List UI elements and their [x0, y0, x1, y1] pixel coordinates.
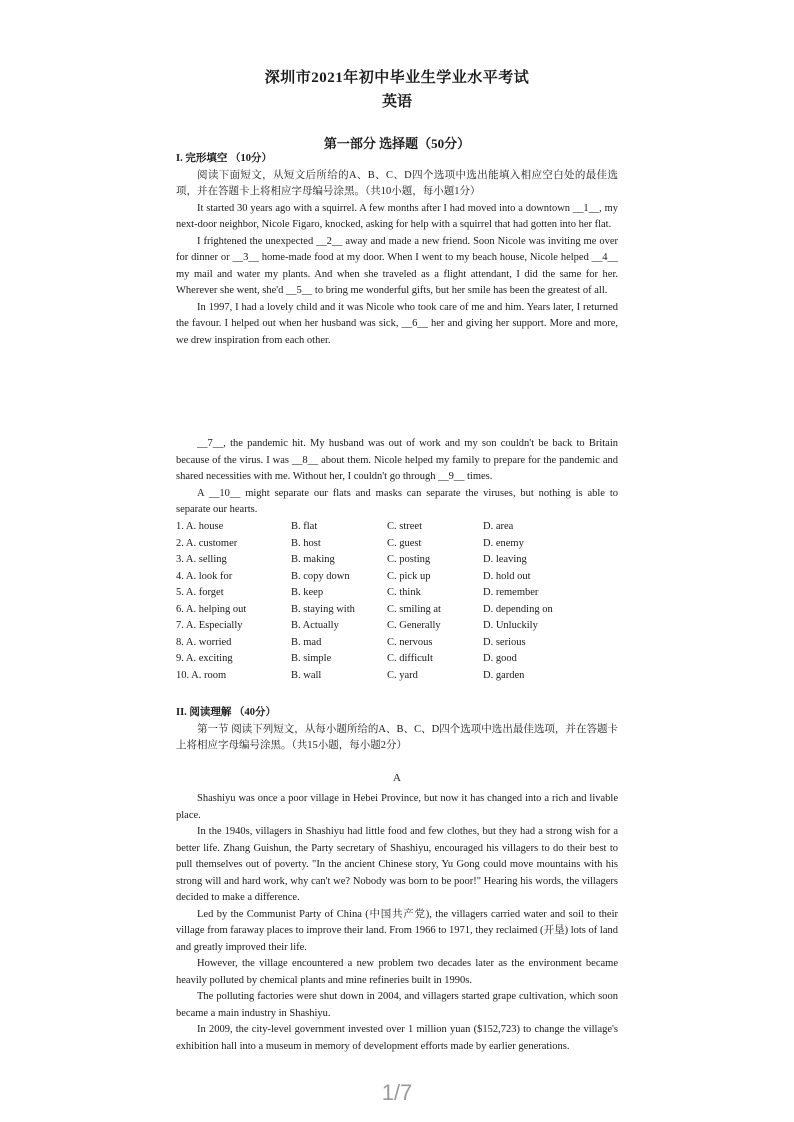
option-d: D. depending on [483, 603, 553, 615]
option-a: 3. A. selling [176, 554, 227, 565]
option-c: C. difficult [387, 653, 433, 664]
option-row [176, 651, 618, 668]
option-c: C. nervous [387, 636, 433, 648]
cloze-paragraph: I frightened the unexpected __2__ away and made a new friend. Soon Nicole was inviting me over for dinner or __3__ home-made food at my door. When I went to my beach house, Nicole helped __4__ my mail and water my plants. And when she traveled as a flight attendant, I did the same for her. Wherever she went, she'd __5__ to bring me wonderful gifts, but her smile has been the greatest of all. [176, 235, 618, 296]
passage-paragraph: Led by the Communist Party of China (中国共产党), the villagers carried water and soil to their village from faraway places to improve their land. From 1966 to 1971, they reclaimed (开垦) lots of land and greatly improved their life. [176, 908, 618, 953]
option-c: C. pick up [387, 570, 431, 582]
passage-label: A [393, 772, 401, 784]
option-a: 7. A. Especially [176, 620, 243, 631]
passage-paragraph: The polluting factories were shut down in 2004, and villagers started grape cultivation, which soon became a main industry in Shashiyu. [176, 991, 618, 1019]
option-b: B. Actually [291, 620, 339, 631]
option-row [176, 519, 618, 536]
option-b: B. wall [291, 669, 322, 681]
option-b: B. making [291, 554, 335, 565]
option-c: C. street [387, 521, 422, 532]
cloze-paragraph: It started 30 years ago with a squirrel. A few months after I had moved into a downtown __1__, my next-door neighbor, Nicole Figaro, knocked, asking for help with a squirrel that had gotten into her flat. [176, 202, 618, 230]
option-row [176, 635, 618, 652]
cloze-paragraph: In 1997, I had a lovely child and it was Nicole who took care of me and him. Years later, I returned the favour. I helped out when her husband was sick, __6__ her and giving her support. More and more, we drew inspiration from each other. [176, 301, 618, 346]
cloze-section-continued [176, 436, 618, 519]
option-c: C. guest [387, 537, 422, 549]
reading-section [176, 705, 618, 755]
option-c: C. smiling at [387, 603, 441, 615]
option-b: B. flat [291, 521, 318, 532]
option-c: C. yard [387, 669, 418, 681]
exam-subject: 英语 [381, 94, 412, 110]
option-d: D. good [483, 653, 517, 664]
passage-paragraph: In 2009, the city-level government invested over 1 million yuan ($152,723) to change the village's exhibition hall into a museum in memory of development efforts made by earlier generations. [176, 1024, 618, 1052]
option-c: C. posting [387, 554, 431, 565]
option-a: 1. A. house [176, 521, 224, 532]
option-c: C. Generally [387, 620, 441, 631]
option-b: B. keep [291, 587, 324, 598]
page-indicator: 1/7 [381, 1080, 413, 1105]
option-c: C. think [387, 587, 421, 598]
exam-title: 深圳市2021年初中毕业生学业水平考试 [264, 70, 530, 86]
option-d: D. remember [483, 587, 539, 598]
option-d: D. enemy [483, 537, 524, 549]
option-row [176, 585, 618, 602]
option-b: B. copy down [291, 570, 350, 582]
reading-passage [176, 791, 618, 1055]
cloze-paragraph: __7__, the pandemic hit. My husband was out of work and my son couldn't be back to Britain because of the virus. I was __8__ about them. Nicole helped my family to prepare for the pandemic and shared necessities with me. Without her, I couldn't go through __9__ times. [176, 438, 618, 482]
option-row [176, 602, 618, 619]
option-b: B. host [291, 537, 321, 549]
option-b: B. mad [291, 636, 322, 648]
option-d: D. hold out [483, 570, 531, 582]
option-row [176, 618, 618, 635]
cloze-heading: I. 完形填空 （10分） [176, 153, 272, 164]
option-a: 9. A. exciting [176, 653, 233, 664]
cloze-options [176, 519, 618, 684]
option-b: B. simple [291, 653, 332, 664]
passage-paragraph: In the 1940s, villagers in Shashiyu had little food and few clothes, but they had a strong wish for a better life. Zhang Guishun, the Party secretary of Shashiyu, encouraged his villagers to do their best to pull themselves out of poverty. "In the ancient Chinese story, Yu Gong could move mountains with his strong will and hard work, why can't we? Nobody was born to be poor!" Hearing his words, the villagers decided to make a difference. [176, 826, 618, 903]
option-d: D. garden [483, 669, 525, 681]
option-d: D. serious [483, 636, 526, 648]
option-d: D. area [483, 521, 514, 532]
option-d: D. Unluckily [483, 620, 538, 631]
option-row [176, 569, 618, 586]
passage-paragraph: Shashiyu was once a poor village in Hebei Province, but now it has changed into a rich and livable place. [176, 793, 618, 821]
option-a: 6. A. helping out [176, 603, 247, 615]
cloze-instruction: 阅读下面短文，从短文后所给的A、B、C、D四个选项中选出能填入相应空白处的最佳选项，并在答题卡上将相应字母编号涂黑。（共10小题，每小题1分） [176, 169, 618, 197]
part-title: 第一部分 选择题（50分） [323, 136, 471, 151]
reading-instruction: 第一节 阅读下列短文，从每小题所给的A、B、C、D四个选项中选出最佳选项，并在答题卡上将相应字母编号涂黑。（共15小题，每小题2分） [176, 723, 618, 751]
option-a: 10. A. room [176, 669, 227, 681]
option-d: D. leaving [483, 554, 527, 565]
option-row [176, 552, 618, 569]
passage-paragraph: However, the village encountered a new problem two decades later as the environment became heavily polluted by chemical plants and mine refineries built in 1990s. [176, 958, 618, 986]
cloze-section [176, 151, 618, 349]
option-a: 2. A. customer [176, 537, 238, 549]
option-b: B. staying with [291, 603, 355, 615]
option-a: 4. A. look for [176, 570, 233, 582]
option-a: 5. A. forget [176, 587, 224, 598]
option-row [176, 668, 618, 685]
option-row [176, 536, 618, 553]
option-a: 8. A. worried [176, 636, 232, 648]
reading-heading: II. 阅读理解 （40分） [176, 707, 277, 718]
cloze-paragraph: A __10__ might separate our flats and masks can separate the viruses, but nothing is able to separate our hearts. [176, 487, 618, 515]
